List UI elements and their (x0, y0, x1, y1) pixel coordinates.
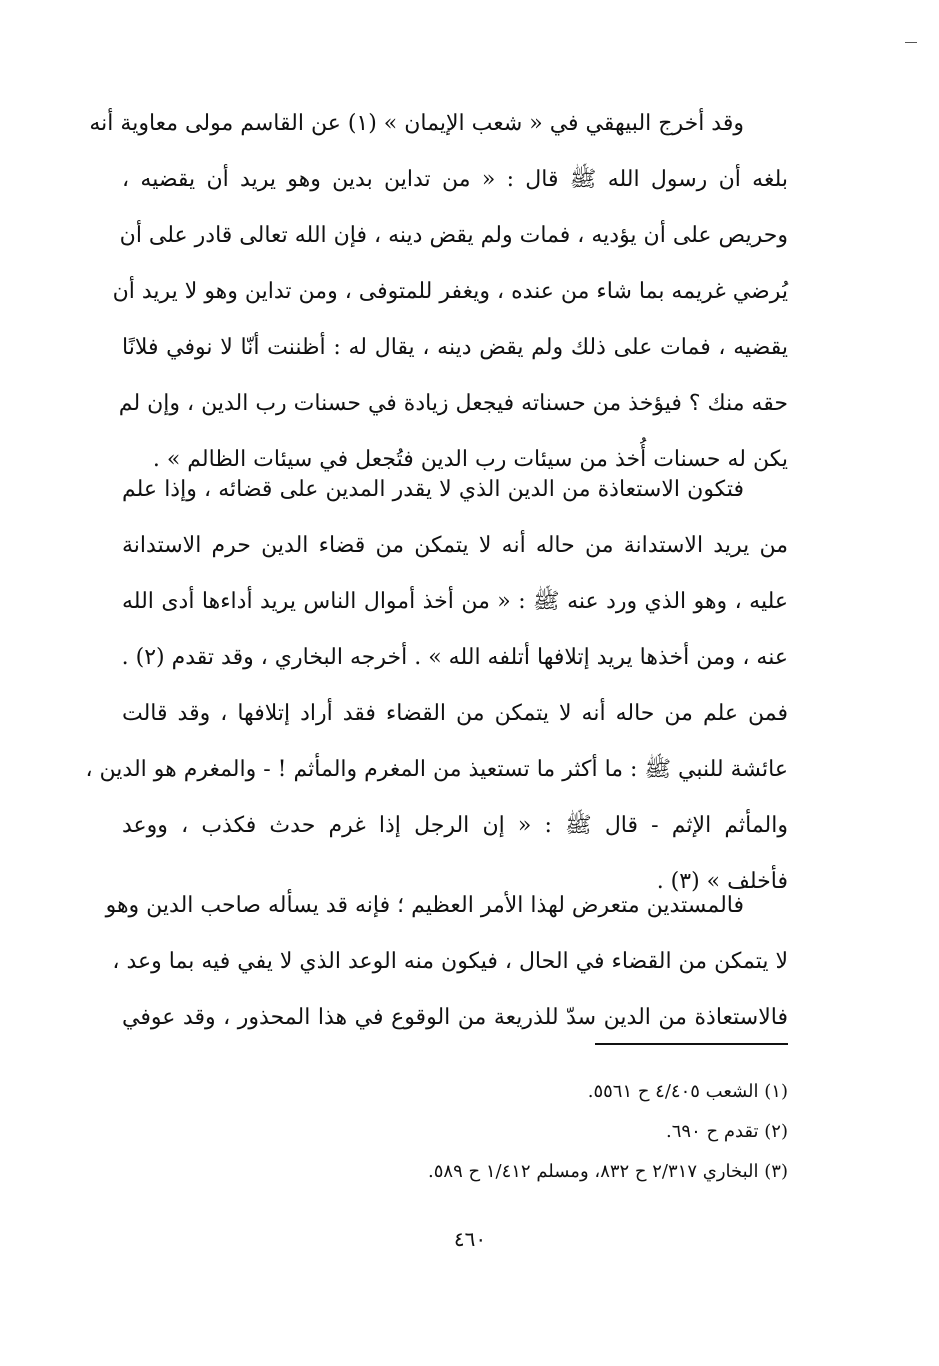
text-line: فالمستدين متعرض لهذا الأمر العظيم ؛ فإنه قد يسأله صاحب الدين وهو (105, 893, 744, 918)
text-line: لا يتمكن من القضاء في الحال ، فيكون منه الوعد الذي لا يفي فيه بما وعد ، (112, 949, 788, 974)
footnote-2: (٢) تقدم ح ٦٩٠. (666, 1121, 788, 1142)
text-line: عائشة للنبي ﷺ : ما أكثر ما تستعيذ من المغرم والمأثم ! - والمغرم هو الدين ، (85, 757, 788, 782)
text-line: وقد أخرج البيهقي في « شعب الإيمان » (١) عن القاسم مولى معاوية أنه (89, 111, 744, 136)
text-line: فمن علم من حاله أنه لا يتمكن من القضاء فقد أراد إتلافها ، وقد قالت (122, 701, 788, 726)
page-number: ٤٦٠ (453, 1227, 487, 1251)
text-line: يُرضي غريمه بما شاء من عنده ، ويغفر للمتوفى ، ومن تداين وهو لا يريد أن (112, 279, 788, 304)
footnote-1: (١) الشعب ٤/٤٠٥ ح ٥٥٦١. (587, 1081, 788, 1102)
text-line: فأخلف » (٣) . (656, 869, 788, 894)
text-line: عنه ، ومن أخذها يريد إتلافها أتلفه الله » . أخرجه البخاري ، وقد تقدم (٢) . (121, 645, 788, 670)
text-line: عليه ، وهو الذي ورد عنه ﷺ : « من أخذ أموال الناس يريد أداءها أدى الله (122, 589, 788, 614)
text-line: فالاستعاذة من الدين سدّ للذريعة من الوقوع في هذا المحذور ، وقد عوفي (122, 1005, 788, 1030)
footnote-3: (٣) البخاري ٢/٣١٧ ح ٨٣٢، ومسلم ١/٤١٢ ح ٥٨٩. (428, 1161, 788, 1182)
margin-mark (905, 42, 917, 43)
text-line: يكن له حسنات أُخذ من سيئات رب الدين فتُجعل في سيئات الظالم » . (152, 447, 788, 472)
text-line: حقه منك ؟ فيؤخذ من حسناته فيجعل زيادة في حسنات رب الدين ، وإن لم (118, 391, 788, 416)
footnotes (300, 1072, 788, 1192)
text-line: بلغه أن رسول الله ﷺ قال : « من تداين بدين وهو يريد أن يقضيه ، (122, 167, 788, 192)
paragraph-2 (85, 462, 788, 910)
paragraph-1 (89, 96, 788, 488)
footnote-separator (595, 1043, 788, 1045)
text-line: وحريص على أن يؤديه ، فمات ولم يقض دينه ، فإن الله تعالى قادر على أن (119, 223, 788, 248)
paragraph-3 (105, 878, 788, 1046)
text-line: يقضيه ، فمات على ذلك ولم يقض دينه ، يقال له : أظننت أنّا لا نوفي فلانًا (122, 335, 788, 360)
text-line: والمأثم الإثم - قال ﷺ : « إن الرجل إذا غرم حدث فكذب ، ووعد (122, 813, 788, 838)
text-line: فتكون الاستعاذة من الدين الذي لا يقدر المدين على قضائه ، وإذا علم (122, 477, 744, 502)
text-line: من يريد الاستدانة من حاله أنه لا يتمكن من قضاء الدين حرم الاستدانة (122, 533, 788, 558)
